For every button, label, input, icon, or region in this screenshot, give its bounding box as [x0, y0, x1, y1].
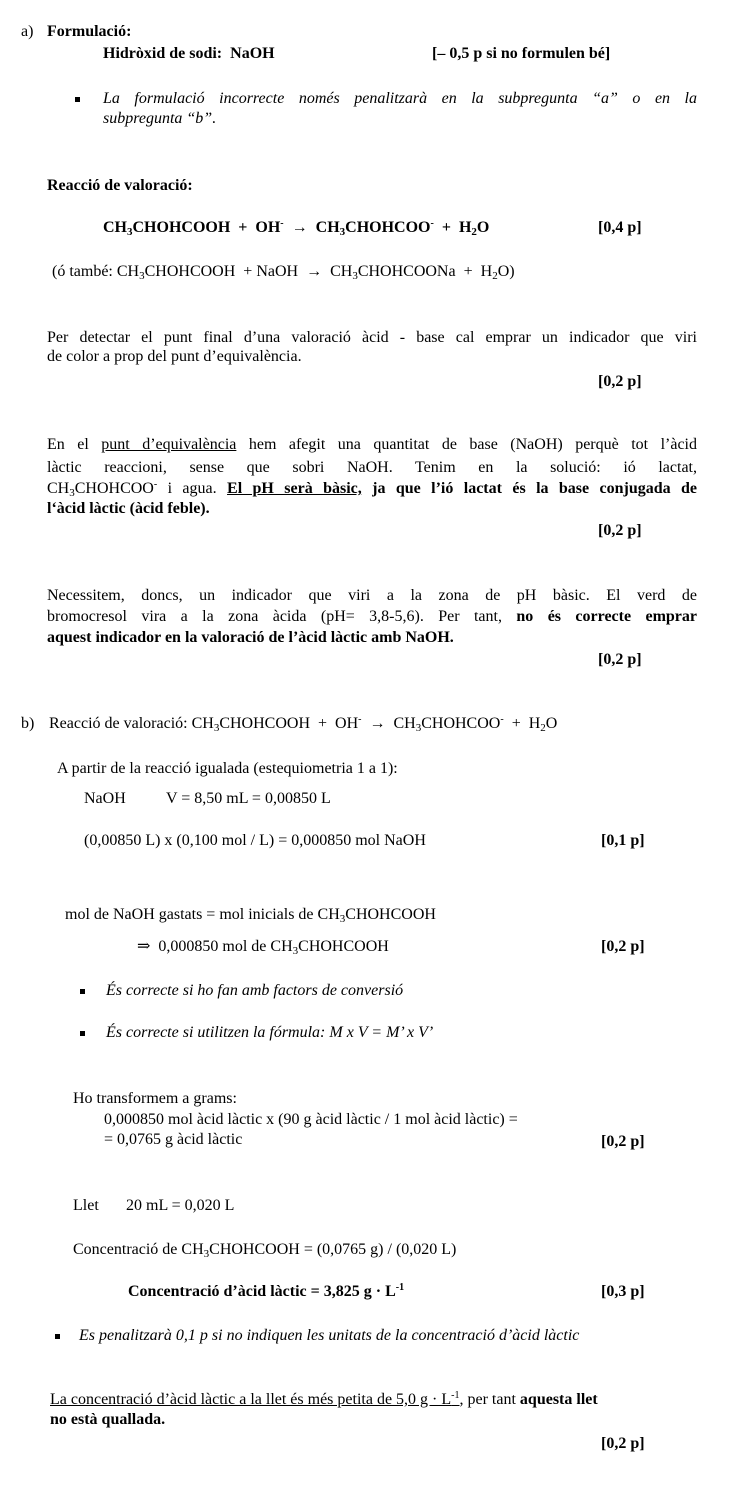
bullet — [75, 97, 80, 102]
reaction-title-a: Reacció de valoració: — [47, 177, 193, 194]
indicator-line3: aquest indicador en la valoració de l’àcid làctic amb NaOH. — [47, 629, 454, 646]
milk-volume: 20 mL = 0,020 L — [126, 1197, 235, 1214]
equivalence-points: [0,2 p] — [598, 522, 642, 539]
note-formulation-line1: La formulació incorrecte només penalitzarà en la subpregunta “a” o en la — [103, 90, 697, 107]
reaction-points: [0,4 p] — [598, 219, 642, 236]
part-b-label: b) — [21, 715, 35, 732]
reaction-equation-a: $CH_3CHOHCOOH + OH^-$ → $CH_3CHOHCOO^- + H_2O$ — [103, 218, 490, 238]
note-units: Es penalitzarà 0,1 p si no indiquen les unitats de la concentració d’àcid làctic — [79, 1327, 580, 1344]
detection-line1: Per detectar el punt final d’una valoració àcid - base cal emprar un indicador que viri — [47, 329, 697, 346]
naoh-volume: V = 8,50 mL = 0,00850 L — [166, 790, 331, 807]
detection-points: [0,2 p] — [598, 373, 642, 390]
grams-title: Ho transformem a grams: — [73, 1090, 237, 1107]
indicator-line2: bromocresol vira a la zona àcida (pH= 3,8-5,6). Per tant, no és correcte emprar — [47, 608, 698, 625]
formulation-penalty: [– 0,5 p si no formulen bé] — [432, 45, 611, 62]
note-conversion-factors: És correcte si ho fan amb factors de conversió — [106, 982, 404, 999]
concentration-points: [0,3 p] — [601, 1283, 645, 1300]
equivalence-line1: En el punt d’equivalència hem afegit una quantitat de base (NaOH) perquè tot l’àcid — [47, 436, 697, 453]
formulation-title: Formulació: — [47, 23, 132, 40]
note-formula: És correcte si utilitzen la fórmula: M x V = M’ x V’ — [106, 1024, 434, 1041]
note-formulation-line2: subpregunta “b”. — [103, 110, 217, 127]
concentration-result: Concentració d’àcid làctic = 3,825 $g \cdot L^{-1}$ — [128, 1282, 405, 1300]
mol-result: ⇒ 0,000850 mol de $CH_3CHOHCOOH$ — [137, 938, 389, 957]
mol-calculation-points: [0,1 p] — [601, 832, 645, 849]
equivalence-line4: l‘àcid làctic (àcid feble). — [47, 500, 210, 517]
reaction-alternative: (ó també: $CH_3CHOHCOOH$ + NaOH → $CH_3CHOHCOONa + H_2O$) — [52, 263, 515, 282]
part-a-label: a) — [21, 23, 34, 40]
milk-label: Llet — [73, 1197, 99, 1214]
indicator-line1: Necessitem, doncs, un indicador que viri a la zona de pH bàsic. El verd de — [47, 587, 697, 604]
mol-result-points: [0,2 p] — [601, 938, 645, 955]
detection-line2: de color a prop del punt d’equivalència. — [47, 348, 302, 365]
stoichiometry-intro: A partir de la reacció igualada (estequiometria 1 a 1): — [57, 760, 398, 777]
reaction-equation-b: Reacció de valoració: $CH_3CHOHCOOH + OH^-$ → $CH_3CHOHCOO^- + H_2O$ — [49, 714, 558, 734]
grams-line2: = 0,0765 g àcid làctic — [104, 1131, 243, 1148]
grams-line1: 0,000850 mol àcid làctic x (90 g àcid làctic / 1 mol àcid làctic) = — [104, 1111, 518, 1128]
compound-name: Hidròxid de sodi: NaOH — [103, 45, 275, 62]
mol-calculation: (0,00850 L) x (0,100 mol / L) = 0,000850 mol NaOH — [84, 832, 426, 849]
naoh-label: NaOH — [84, 790, 126, 807]
bullet — [55, 1334, 60, 1339]
equivalence-line2: làctic reaccioni, sense que sobri NaOH. Tenim en la solució: ió lactat, — [47, 459, 697, 476]
grams-points: [0,2 p] — [601, 1133, 645, 1150]
concentration-formula: Concentració de $CH_3CHOHCOOH = (0,0765$ g) / (0,020 L) — [73, 1241, 457, 1260]
bullet — [80, 989, 85, 994]
conclusion-line2: no està quallada. — [50, 1411, 166, 1428]
indicator-points: [0,2 p] — [598, 651, 642, 668]
equivalence-line3: $CH_3CHOHCOO^-$ i agua. El pH serà bàsic, ja que l’ió lactat és la base conjugada de — [47, 479, 698, 499]
conclusion-line1: La concentració d’àcid làctic a la llet és més petita de 5,0 $g \cdot L^{-1}$, per tant aquesta llet — [50, 1390, 598, 1408]
bullet — [80, 1031, 85, 1036]
mol-spent: mol de NaOH gastats = mol inicials de $CH_3CHOHCOOH$ — [65, 906, 436, 925]
conclusion-points: [0,2 p] — [601, 1435, 645, 1452]
